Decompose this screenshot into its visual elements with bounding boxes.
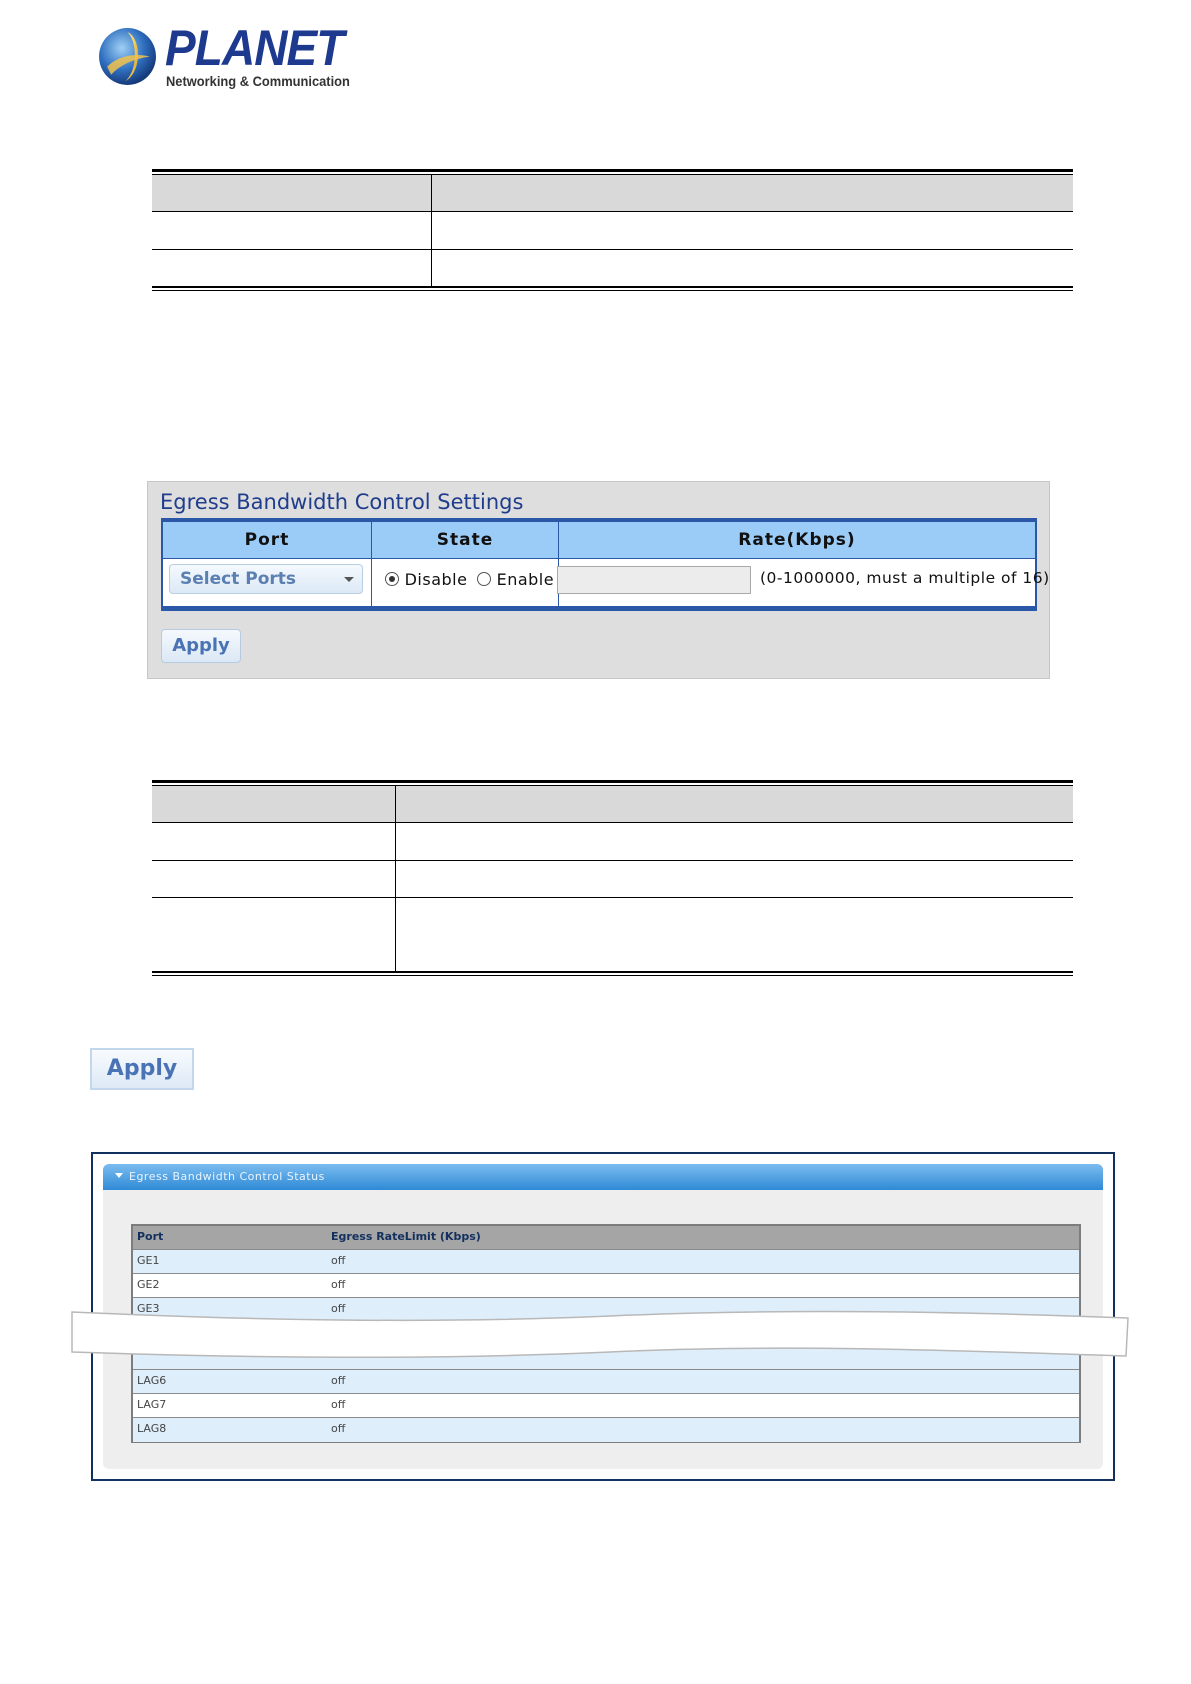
radio-enable-label: Enable — [496, 570, 555, 589]
table-bottom-rule — [152, 286, 1073, 288]
row-port: GE3 — [137, 1302, 160, 1315]
table-bottom-rule — [152, 975, 1073, 976]
chevron-down-icon — [344, 577, 354, 582]
column-header-rate: Rate(Kbps) — [738, 530, 856, 550]
column-header-limit: Egress RateLimit (Kbps) — [331, 1230, 481, 1243]
rate-input[interactable] — [557, 566, 751, 594]
logo-tagline: Networking & Communication — [166, 73, 350, 89]
row-limit: off — [331, 1422, 346, 1435]
select-ports-label: Select Ports — [180, 569, 297, 589]
row-port: LAG6 — [137, 1374, 167, 1387]
torn-break-overlay — [70, 1308, 1130, 1362]
column-header-port: Port — [137, 1230, 164, 1243]
table-row — [133, 1394, 1079, 1418]
globe-logo-icon — [97, 26, 158, 87]
radio-enable[interactable] — [477, 572, 491, 586]
row-port: GE2 — [137, 1278, 160, 1291]
settings-title: Egress Bandwidth Control Settings — [160, 490, 524, 514]
row-divider — [152, 249, 1073, 250]
column-divider — [395, 786, 396, 971]
column-header-port: Port — [244, 530, 290, 550]
status-title — [115, 1170, 325, 1183]
row-divider — [152, 897, 1073, 898]
column-header-state: State — [436, 530, 494, 550]
table-row — [133, 1250, 1079, 1274]
apply-button[interactable]: Apply — [90, 1048, 194, 1090]
row-port: GE1 — [137, 1254, 160, 1267]
table-row — [133, 1370, 1079, 1394]
logo-brand-text: PLANET — [165, 20, 344, 76]
doc-table-1 — [152, 169, 1073, 293]
status-table-header — [133, 1226, 1079, 1250]
radio-disable[interactable] — [385, 572, 399, 586]
row-port: LAG8 — [137, 1422, 167, 1435]
table-header-row — [152, 786, 1073, 823]
table-row — [133, 1274, 1079, 1298]
rate-hint: (0-1000000, must a multiple of 16) — [760, 569, 1050, 587]
table-header-row — [152, 175, 1073, 212]
doc-table-2 — [152, 780, 1073, 976]
row-limit: off — [331, 1254, 346, 1267]
table-bottom-rule — [152, 290, 1073, 291]
row-divider — [152, 860, 1073, 861]
row-limit: off — [331, 1278, 346, 1291]
collapse-triangle-icon[interactable] — [115, 1173, 123, 1178]
table-row — [133, 1418, 1079, 1442]
state-disable-option[interactable] — [385, 570, 467, 589]
egress-settings-panel — [147, 481, 1050, 679]
row-limit: off — [331, 1374, 346, 1387]
row-limit: off — [331, 1398, 346, 1411]
settings-table — [161, 518, 1050, 611]
state-enable-option[interactable] — [477, 570, 554, 589]
radio-disable-label: Disable — [404, 570, 468, 589]
select-ports-dropdown[interactable] — [169, 564, 363, 594]
row-limit: off — [331, 1302, 346, 1315]
table-top-rule — [152, 169, 1073, 172]
planet-logo — [97, 20, 350, 92]
table-bottom-rule — [152, 971, 1073, 973]
column-divider — [431, 175, 432, 286]
status-title-text: Egress Bandwidth Control Status — [129, 1170, 325, 1183]
settings-apply-button[interactable]: Apply — [161, 629, 241, 663]
row-port: LAG7 — [137, 1398, 167, 1411]
status-panel-header[interactable] — [103, 1164, 1103, 1190]
table-top-rule — [152, 780, 1073, 783]
